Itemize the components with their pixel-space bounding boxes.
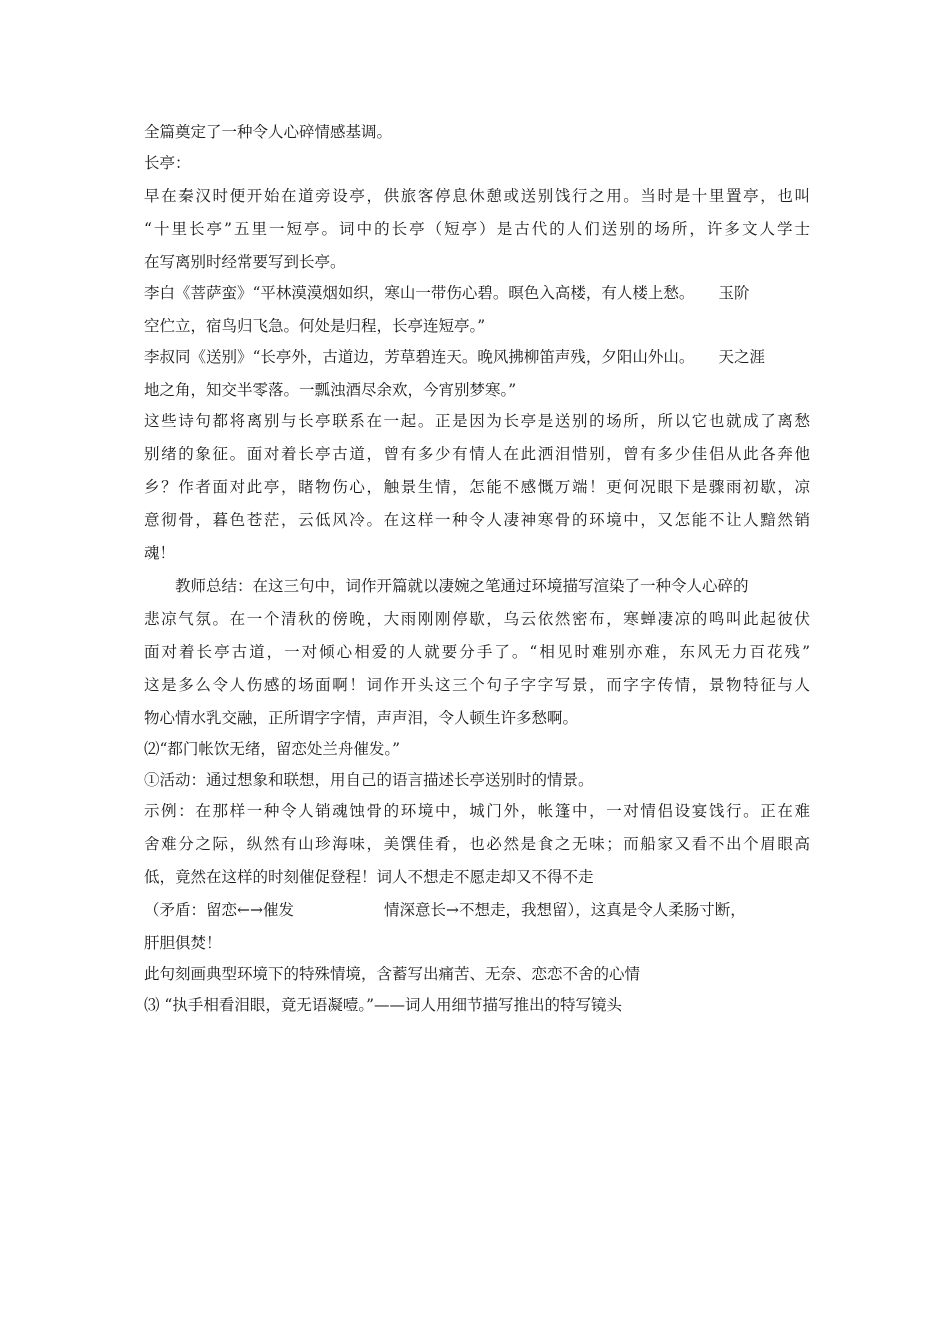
paragraph-line: 物心情水乳交融，正所谓字字情，声声泪，令人顿生许多愁啊。	[144, 709, 579, 727]
paragraph-line: 悲凉气氛。在一个清秋的傍晚，大雨刚刚停歇，乌云依然密布，寒蝉凄凉的鸣叫此起彼伏	[144, 610, 810, 628]
poem-quote-line	[144, 343, 810, 372]
paragraph-line: 乡？作者面对此亭，睹物伤心，触景生情，怎能不感慨万端！更何况眼下是骤雨初歇，凉	[144, 478, 810, 496]
example-line: 舍难分之际，纵然有山珍海味，美馔佳肴，也必然是食之无味；而船家又看不出个眉眼高	[144, 835, 810, 853]
paragraph-line: 面对着长亭古道，一对倾心相爱的人就要分手了。“相见时难别亦难，东风无力百花残”	[144, 643, 810, 661]
poem-quote-text: 李白《菩萨蛮》“平林漠漠烟如织，寒山一带伤心碧。暝色入高楼，有人楼上愁。	[144, 284, 695, 302]
poem-quote-text: 玉阶	[718, 284, 750, 302]
example-text: 情深意长→不想走，我想留），这真是令人柔肠寸断，	[383, 901, 746, 919]
example-text: （矛盾：留恋←→催发	[144, 901, 294, 919]
section-heading: 长亭：	[144, 154, 191, 172]
section-heading: ⑶ “执手相看泪眼，竟无语凝噎。”——词人用细节描写推出的特写镜头	[144, 996, 623, 1014]
paragraph-line: 在写离别时经常要写到长亭。	[144, 253, 346, 271]
poem-quote-text: 天之涯	[718, 348, 765, 366]
example-line: 低，竟然在这样的时刻催促登程！词人不想走不愿走却又不得不走	[144, 868, 594, 886]
poem-quote-line: 空伫立，宿鸟归飞急。何处是归程，长亭连短亭。”	[144, 317, 486, 335]
paragraph-line: 此句刻画典型环境下的特殊情境，含蓄写出痛苦、无奈、恋恋不舍的心情	[144, 965, 641, 983]
paragraph-line: 这些诗句都将离别与长亭联系在一起。正是因为长亭是送别的场所，所以它也就成了离愁	[144, 412, 810, 430]
paragraph-line: 意彻骨，暮色苍茫，云低风冷。在这样一种令人凄神寒骨的环境中，又怎能不让人黯然销	[144, 511, 810, 529]
section-heading: ⑵“都门帐饮无绪，留恋处兰舟催发。”	[144, 740, 401, 758]
activity-line: ①活动：通过想象和联想，用自己的语言描述长亭送别时的情景。	[144, 771, 594, 789]
paragraph-line: 早在秦汉时便开始在道旁设亭，供旅客停息休憩或送别饯行之用。当时是十里置亭，也叫	[144, 187, 810, 205]
poem-quote-line	[144, 279, 810, 308]
paragraph-line: 这是多么令人伤感的场面啊！词作开头这三个句子字字写景，而字字传情，景物特征与人	[144, 676, 810, 694]
document-body	[144, 118, 810, 1020]
paragraph-line: 魂！	[144, 544, 176, 562]
paragraph-line: 教师总结：在这三句中，词作开篇就以凄婉之笔通过环境描写渲染了一种令人心碎的	[175, 577, 749, 595]
poem-quote-text: 李叔同《送别》“长亭外，古道边，芳草碧连天。晚风拂柳笛声残，夕阳山外山。	[144, 348, 695, 366]
example-line	[144, 896, 810, 925]
poem-quote-line: 地之角，知交半零落。一瓢浊酒尽余欢，今宵别梦寒。”	[144, 381, 517, 399]
paragraph-line: 别绪的象征。面对着长亭古道，曾有多少有情人在此洒泪惜别，曾有多少佳侣从此各奔他	[144, 445, 810, 463]
example-line: 示例：在那样一种令人销魂蚀骨的环境中，城门外，帐篷中，一对情侣设宴饯行。正在难	[144, 802, 810, 820]
paragraph-line: 全篇奠定了一种令人心碎情感基调。	[144, 123, 393, 141]
example-line: 肝胆俱焚！	[144, 934, 222, 952]
paragraph-line: “十里长亭”五里一短亭。词中的长亭（短亭）是古代的人们送别的场所，许多文人学士	[144, 220, 810, 238]
